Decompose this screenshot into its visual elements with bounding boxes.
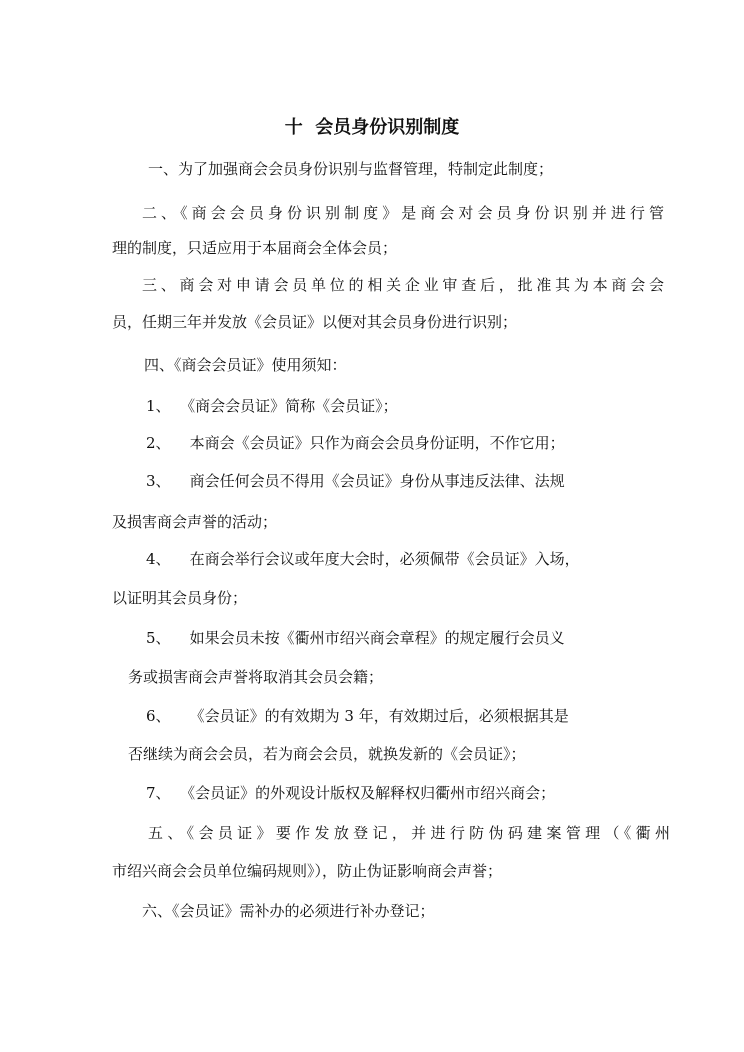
paragraph-line-8: 2、 本商会《会员证》只作为商会会员身份证明，不作它用； xyxy=(146,434,565,452)
paragraph-line-2: 二、《商会会员身份识别制度》是商会对会员身份识别并进行管 xyxy=(142,204,664,222)
paragraph-line-13: 5、 如果会员未按《衢州市绍兴商会章程》的规定履行会员义 xyxy=(146,629,565,647)
paragraph-line-5: 员，任期三年并发放《会员证》以便对其会员身份进行识别； xyxy=(112,313,518,331)
paragraph-line-7: 1、 《商会会员证》简称《会员证》； xyxy=(146,397,398,415)
paragraph-line-11: 4、 在商会举行会议或年度大会时，必须佩带《会员证》入场， xyxy=(146,550,580,568)
paragraph-line-16: 否继续为商会会员，若为商会会员，就换发新的《会员证》； xyxy=(128,745,526,763)
paragraph-line-17: 7、 《会员证》的外观设计版权及解释权归衢州市绍兴商会； xyxy=(146,784,556,802)
document-title: 十 会员身份识别制度 xyxy=(284,117,460,138)
paragraph-line-19: 市绍兴商会会员单位编码规则》），防止伪证影响商会声誉； xyxy=(112,862,503,880)
paragraph-line-18: 五、《会员证》要作发放登记，并进行防伪码建案管理（《衢州 xyxy=(148,824,670,842)
paragraph-line-4: 三、商会对申请会员单位的相关企业审查后，批准其为本商会会 xyxy=(142,276,664,294)
paragraph-line-20: 六、《会员证》需补办的必须进行补办登记； xyxy=(142,902,435,920)
paragraph-line-3: 理的制度，只适应用于本届商会全体会员； xyxy=(112,239,398,257)
paragraph-line-14: 务或损害商会声誉将取消其会员会籍； xyxy=(128,668,384,686)
paragraph-line-1: 一、为了加强商会会员身份识别与监督管理，特制定此制度； xyxy=(148,160,554,178)
paragraph-line-10: 及损害商会声誉的活动； xyxy=(112,513,278,531)
paragraph-line-12: 以证明其会员身份； xyxy=(112,589,248,607)
paragraph-line-9: 3、 商会任何会员不得用《会员证》身份从事违反法律、法规 xyxy=(146,472,565,490)
paragraph-line-6: 四、《商会会员证》使用须知： xyxy=(144,356,347,374)
paragraph-line-15: 6、 《会员证》的有效期为 3 年，有效期过后，必须根据其是 xyxy=(146,707,569,725)
